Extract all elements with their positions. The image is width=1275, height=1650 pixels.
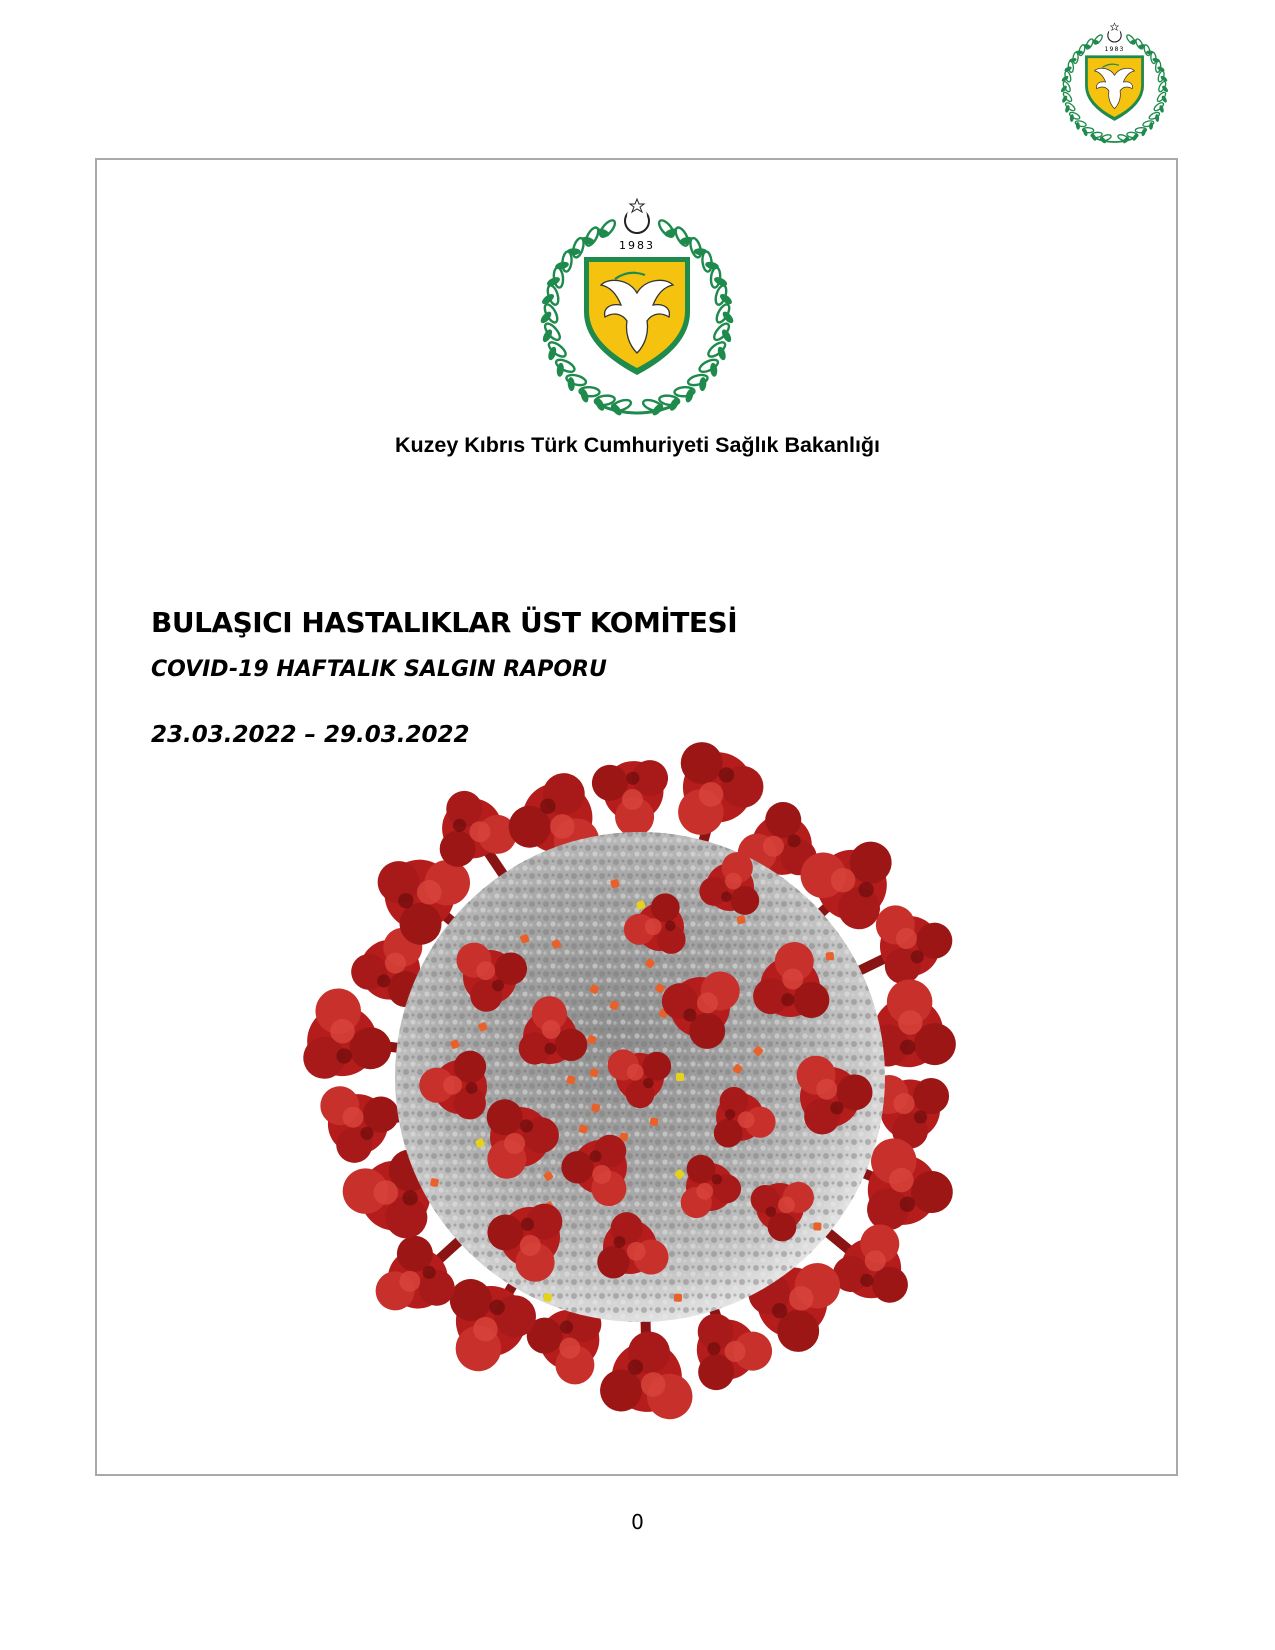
date-range: 23.03.2022 – 29.03.2022 xyxy=(151,722,470,748)
ministry-name: Kuzey Kıbrıs Türk Cumhuriyeti Sağlık Bakanlığı xyxy=(394,433,881,457)
membrane-protein-icon xyxy=(430,1178,439,1187)
laurel-leaf-icon xyxy=(571,237,585,259)
membrane-protein-icon xyxy=(543,1293,552,1302)
coat-of-arms-icon xyxy=(1052,22,1177,147)
laurel-leaf-icon xyxy=(1143,44,1151,56)
coat-of-arms-icon xyxy=(537,197,737,422)
membrane-protein-icon xyxy=(813,1222,821,1230)
laurel-leaf-icon xyxy=(688,237,702,259)
emblem-year: 1983 xyxy=(1104,45,1125,53)
spike-protein-icon xyxy=(582,736,689,844)
laurel-leaf-icon xyxy=(1078,44,1086,56)
laurel-leaf-icon xyxy=(1085,38,1095,50)
laurel-leaf-icon xyxy=(583,226,600,248)
spike-protein-icon xyxy=(311,1083,402,1169)
emblem-year: 1983 xyxy=(619,239,655,252)
membrane-protein-icon xyxy=(674,1293,683,1302)
coronavirus-illustration xyxy=(290,732,990,1422)
spike-protein-icon xyxy=(677,741,764,835)
spike-protein-icon xyxy=(598,1328,698,1422)
membrane-protein-icon xyxy=(826,952,835,961)
page-number: 0 xyxy=(631,1510,644,1534)
laurel-leaf-icon xyxy=(673,226,690,248)
membrane-protein-icon xyxy=(650,1117,659,1126)
spike-protein-icon xyxy=(421,777,522,875)
report-subtitle: COVID-19 HAFTALIK SALGIN RAPORU xyxy=(151,657,607,682)
laurel-leaf-icon xyxy=(1135,38,1145,50)
report-title: BULAŞICI HASTALIKLAR ÜST KOMİTESİ xyxy=(151,606,738,639)
membrane-protein-icon xyxy=(676,1073,684,1081)
